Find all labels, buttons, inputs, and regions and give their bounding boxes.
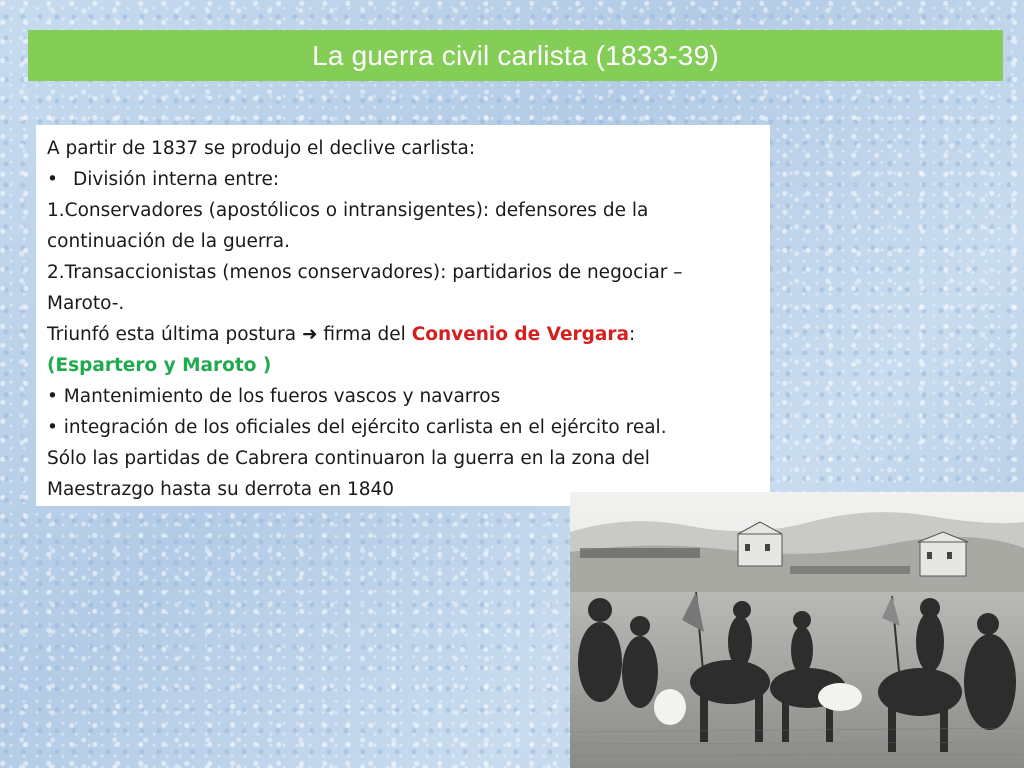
bullet-marker: • <box>47 169 58 190</box>
historical-engraving-image <box>570 492 1024 768</box>
title-bar <box>28 30 1003 81</box>
division-line <box>47 164 760 195</box>
conservadores-line: 1.Conservadores (apostólicos o intransigentes): defensores de la <box>47 200 649 221</box>
fueros-line: • Mantenimiento de los fueros vascos y navarros <box>47 386 501 407</box>
transaccionistas-cont-line: Maroto-. <box>47 293 125 314</box>
intro-line: A partir de 1837 se produjo el declive carlista: <box>47 138 476 159</box>
cabrera-cont-line: Maestrazgo hasta su derrota en 1840 <box>47 479 395 500</box>
conservadores-cont-line: continuación de la guerra. <box>47 231 290 252</box>
triunfo-suffix: : <box>628 324 636 345</box>
signatarios-line: (Espartero y Maroto ) <box>47 355 272 376</box>
slide-title: La guerra civil carlista (1833-39) <box>312 39 719 71</box>
triunfo-line <box>47 319 760 350</box>
division-text: División interna entre: <box>73 169 280 190</box>
cabrera-line: Sólo las partidas de Cabrera continuaron la guerra en la zona del <box>47 448 650 469</box>
integracion-line: • integración de los oficiales del ejército carlista en el ejército real. <box>47 417 667 438</box>
transaccionistas-line: 2.Transaccionistas (menos conservadores): partidarios de negociar – <box>47 262 683 283</box>
engraving-illustration <box>570 492 1024 768</box>
triunfo-prefix: Triunfó esta última postura ➜ firma del <box>47 324 412 345</box>
content-box <box>36 125 770 506</box>
convenio-highlight: Convenio de Vergara <box>411 324 629 345</box>
